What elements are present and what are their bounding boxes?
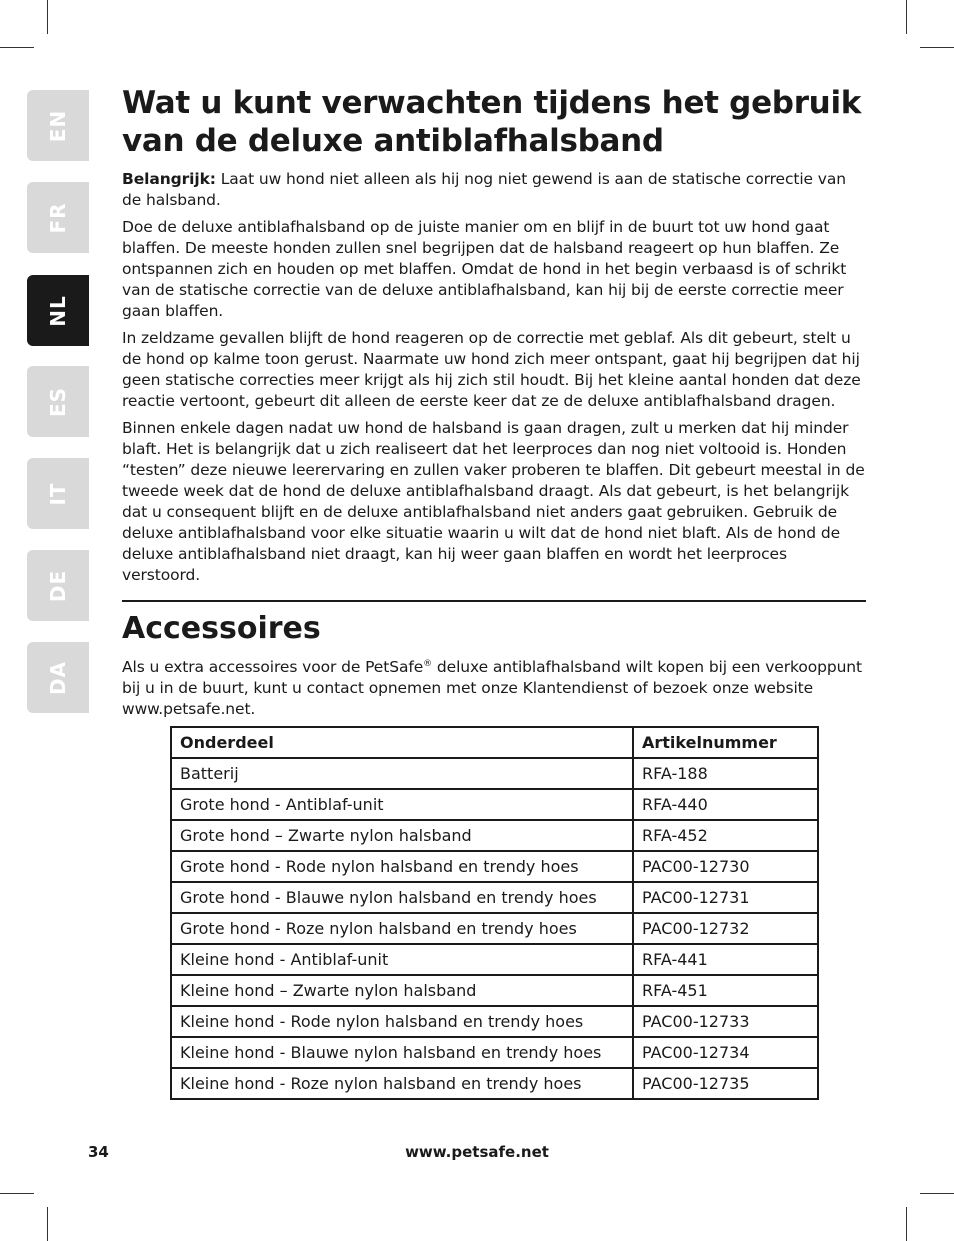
article-number-cell: RFA-452: [633, 820, 818, 851]
table-row: [171, 913, 818, 944]
part-cell: Grote hond - Rode nylon halsband en trendy hoes: [171, 851, 633, 882]
table-row: [171, 1068, 818, 1099]
part-cell: Kleine hond - Antiblaf-unit: [171, 944, 633, 975]
part-cell: Grote hond - Blauwe nylon halsband en trendy hoes: [171, 882, 633, 913]
important-text: Laat uw hond niet alleen als hij nog niet gewend is aan de statische correctie van de halsband.: [122, 170, 847, 209]
article-number-cell: PAC00-12735: [633, 1068, 818, 1099]
title-line-2: van de deluxe antiblafhalsband: [122, 123, 664, 159]
intro-text: Als u extra accessoires voor de PetSafe: [122, 658, 424, 677]
part-cell: Batterij: [171, 758, 633, 789]
tab-label: EN: [46, 109, 70, 142]
header-article-number: Artikelnummer: [633, 727, 818, 758]
intro-text-continued: deluxe antiblafhalsband wilt kopen bij een verkooppunt bij u in de buurt, kunt u contact opnemen met onze Klantendienst of bezoek onze website www.petsafe.net.: [122, 658, 862, 719]
table-row: [171, 1006, 818, 1037]
table-row: [171, 820, 818, 851]
part-cell: Grote hond - Antiblaf-unit: [171, 789, 633, 820]
page-number: 34: [88, 1143, 109, 1161]
part-cell: Grote hond - Roze nylon halsband en trendy hoes: [171, 913, 633, 944]
article-number-cell: RFA-188: [633, 758, 818, 789]
accessories-intro: [122, 654, 866, 720]
part-cell: Grote hond – Zwarte nylon halsband: [171, 820, 633, 851]
part-cell: Kleine hond - Blauwe nylon halsband en trendy hoes: [171, 1037, 633, 1068]
tab-label: FR: [46, 201, 70, 234]
paragraph: Binnen enkele dagen nadat uw hond de halsband is gaan dragen, zult u merken dat hij minder blaft. Het is belangrijk dat u zich realiseert dat het leerproces dan nog niet voltooid is. Honden “testen” deze nieuwe leerervaring en zullen vaker proberen te blaffen. Dit gebeurt meestal in de tweede week dat de hond de deluxe antiblafhalsband draagt. Als dat gebeurt, is het belangrijk dat u consequent blijft en de deluxe antiblafhalsband niet anders gaat gebruiken. Gebruik de deluxe antiblafhalsband voor elke situatie waarin u wilt dat de hond niet blaft. Als de hond de deluxe antiblafhalsband niet draagt, kan hij weer gaan blaffen en wordt het leerproces verstoord.: [122, 419, 865, 584]
part-cell: Kleine hond - Rode nylon halsband en trendy hoes: [171, 1006, 633, 1037]
accessories-title: Accessoires: [122, 611, 321, 646]
main-content: [122, 84, 866, 726]
table-row: [171, 789, 818, 820]
crop-mark: [920, 47, 954, 48]
part-cell: Kleine hond - Roze nylon halsband en trendy hoes: [171, 1068, 633, 1099]
article-number-cell: PAC00-12730: [633, 851, 818, 882]
crop-mark: [0, 1193, 34, 1194]
section-title: [122, 84, 866, 160]
article-number-cell: PAC00-12731: [633, 882, 818, 913]
tab-label: DE: [46, 569, 70, 602]
language-tab-en[interactable]: [27, 90, 89, 161]
language-tab-da[interactable]: [27, 642, 89, 713]
table-row: [171, 1037, 818, 1068]
part-cell: Kleine hond – Zwarte nylon halsband: [171, 975, 633, 1006]
table-row: [171, 882, 818, 913]
table-row: [171, 975, 818, 1006]
crop-mark: [920, 1193, 954, 1194]
header-part: Onderdeel: [171, 727, 633, 758]
tab-label: IT: [46, 481, 70, 506]
table-row: [171, 758, 818, 789]
tab-label: ES: [46, 386, 70, 417]
article-number-cell: RFA-441: [633, 944, 818, 975]
language-tab-es[interactable]: [27, 366, 89, 437]
crop-mark: [906, 1207, 907, 1241]
paragraph: In zeldzame gevallen blijft de hond reageren op de correctie met geblaf. Als dit gebeurt, stelt u de hond op kalme toon gerust. Naarmate uw hond zich meer ontspant, gaat hij begrijpen dat hij geen statische correcties meer krijgt als hij zich stil houdt. Bij het kleine aantal honden dat deze reactie vertoont, gebeurt dit alleen de eerste keer dat ze de deluxe antiblafhalsband dragen.: [122, 329, 861, 410]
table-row: [171, 851, 818, 882]
crop-mark: [906, 0, 907, 34]
crop-mark: [0, 47, 34, 48]
section-divider: [122, 600, 866, 602]
language-tab-fr[interactable]: [27, 182, 89, 253]
article-number-cell: PAC00-12734: [633, 1037, 818, 1068]
tab-label: NL: [46, 294, 70, 327]
crop-mark: [47, 0, 48, 34]
language-tab-de[interactable]: [27, 550, 89, 621]
article-number-cell: RFA-440: [633, 789, 818, 820]
table-row: [171, 944, 818, 975]
table-header-row: [171, 727, 818, 758]
important-label: Belangrijk:: [122, 170, 216, 188]
article-number-cell: RFA-451: [633, 975, 818, 1006]
registered-mark: ®: [423, 659, 433, 669]
tab-label: DA: [46, 660, 70, 695]
footer-url: www.petsafe.net: [405, 1143, 549, 1161]
language-tab-it[interactable]: [27, 458, 89, 529]
crop-mark: [47, 1207, 48, 1241]
accessories-table: [170, 726, 819, 1100]
article-number-cell: PAC00-12733: [633, 1006, 818, 1037]
language-tab-nl[interactable]: [27, 275, 89, 346]
article-number-cell: PAC00-12732: [633, 913, 818, 944]
important-paragraph: [122, 169, 866, 211]
title-line-1: Wat u kunt verwachten tijdens het gebruik: [122, 85, 862, 121]
paragraph: Doe de deluxe antiblafhalsband op de juiste manier om en blijf in de buurt tot uw hond gaat blaffen. De meeste honden zullen snel begrijpen dat de halsband reageert op hun blaffen. Ze ontspannen zich en houden op met blaffen. Omdat de hond in het begin verbaasd is of schrikt van de statische correctie van de deluxe antiblafhalsband, kan hij bij de eerste correctie meer gaan blaffen.: [122, 218, 847, 320]
